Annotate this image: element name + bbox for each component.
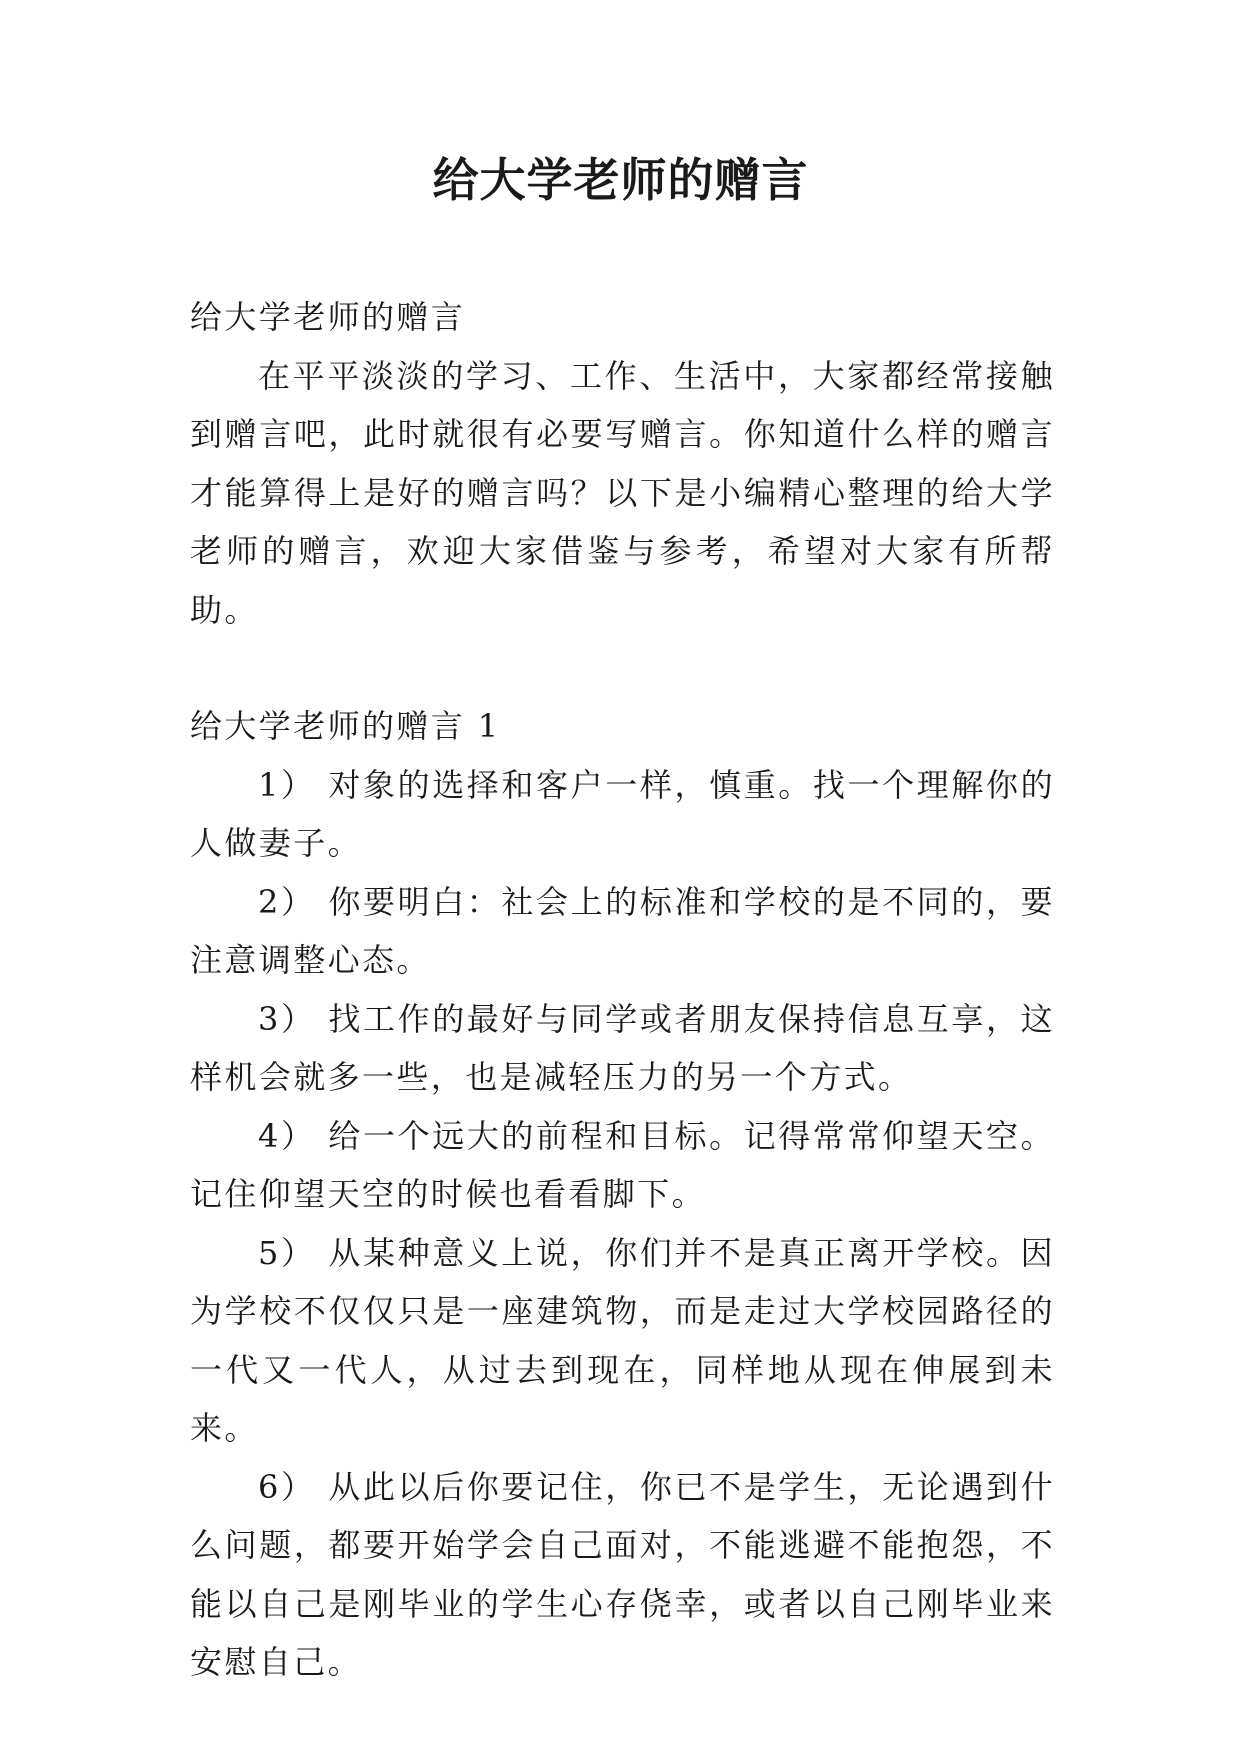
intro-paragraph: 在平平淡淡的学习、工作、生活中，大家都经常接触到赠言吧，此时就很有必要写赠言。你知道什么样的赠言才能算得上是好的赠言吗？以下是小编精心整理的给大学老师的赠言，欢迎大家借鉴与参考，希望对大家有所帮助。 <box>190 356 1055 629</box>
document-body <box>190 288 1055 1692</box>
list-item: 3） 找工作的最好与同学或者朋友保持信息互享，这样机会就多一些，也是减轻压力的另一个方式。 <box>190 999 1055 1096</box>
list-item: 1） 对象的选择和客户一样，慎重。找一个理解你的人做妻子。 <box>190 765 1055 862</box>
section-spacer <box>190 639 1055 697</box>
section-heading: 给大学老师的赠言 1 <box>190 707 501 745</box>
list-item: 4） 给一个远大的前程和目标。记得常常仰望天空。记住仰望天空的时候也看看脚下。 <box>190 1116 1055 1213</box>
list-item: 5） 从某种意义上说，你们并不是真正离开学校。因为学校不仅仅只是一座建筑物，而是走过大学校园路径的一代又一代人，从过去到现在，同样地从现在伸展到未来。 <box>190 1233 1055 1447</box>
document-title: 给大学老师的赠言 <box>432 153 809 207</box>
document-subtitle: 给大学老师的赠言 <box>190 298 466 336</box>
list-item: 6） 从此以后你要记住，你已不是学生，无论遇到什么问题，都要开始学会自己面对，不能逃避不能抱怨，不能以自己是刚毕业的学生心存侥幸，或者以自己刚毕业来安慰自己。 <box>190 1467 1055 1681</box>
list-item: 2） 你要明白：社会上的标准和学校的是不同的，要注意调整心态。 <box>190 882 1055 979</box>
